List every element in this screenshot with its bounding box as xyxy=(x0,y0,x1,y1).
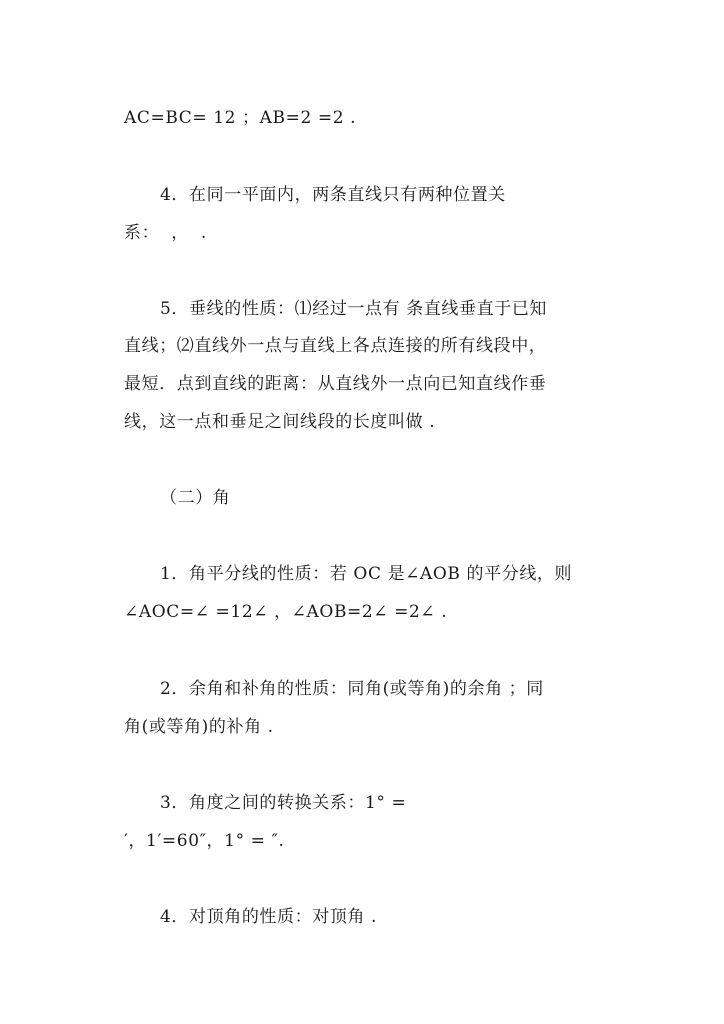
section-heading-angles: （二）角 xyxy=(160,488,231,508)
angle-item-1-formula: ∠AOC=∠ =12∠ ，∠AOB=2∠ =2∠ . xyxy=(124,602,448,622)
angle-item-2-continuation: 角(或等角)的补角 . xyxy=(124,717,274,737)
angle-item-3-conversion: 3．角度之间的转换关系：1° = xyxy=(160,793,407,813)
text-line-ac-bc: AC=BC= 12 ；AB=2 =2 . xyxy=(124,108,357,128)
angle-item-3-continuation: ′，1′=60″，1° = ″. xyxy=(124,831,285,851)
angle-item-4-vertical-angles: 4．对顶角的性质：对顶角 . xyxy=(160,907,378,927)
item-4-two-lines-relation: 4．在同一平面内，两条直线只有两种位置关 xyxy=(160,185,506,205)
angle-item-2-complement-supplement: 2．余角和补角的性质：同角(或等角)的余角 ；同 xyxy=(160,679,544,699)
item-4-continuation: 系： ， . xyxy=(124,223,207,243)
item-5-line-3: 最短．点到直线的距离：从直线外一点向已知直线作垂 xyxy=(124,374,547,394)
item-5-line-2: 直线；⑵直线外一点与直线上各点连接的所有线段中， xyxy=(124,336,547,356)
angle-item-1-bisector: 1．角平分线的性质：若 OC 是∠AOB 的平分线，则 xyxy=(160,564,573,584)
item-5-perpendicular-property: 5．垂线的性质：⑴经过一点有 条直线垂直于已知 xyxy=(160,299,548,319)
item-5-line-4: 线，这一点和垂足之间线段的长度叫做 . xyxy=(124,412,436,432)
